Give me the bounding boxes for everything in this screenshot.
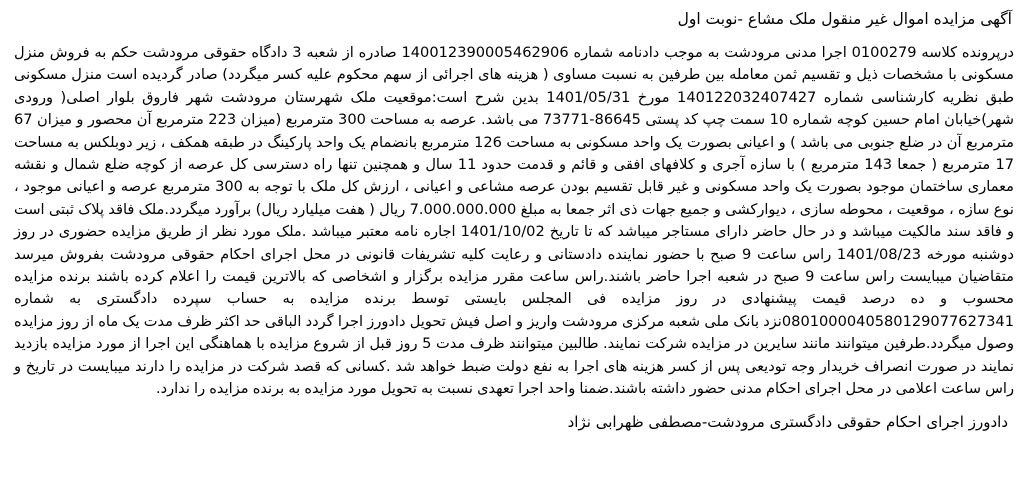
notice-signature: دادورز اجرای احکام حقوقی دادگستری مرودشت-مصطفی ظهرابی نژاد <box>567 412 1008 431</box>
notice-title: آگهی مزایده اموال غیر منقول ملک مشاع -نوبت اول <box>677 10 1012 28</box>
notice-body: درپرونده کلاسه 0100279 اجرا مدنی مرودشت به موجب دادنامه شماره 140012390005462906 صادره از شعبه 3 دادگاه حقوقی مرودشت حکم به فروش منزل مسکونی با مشخصات ذیل و تقسیم ثمن معامله بین طرفین به نسبت مساوی ( هزینه های اجرائی از سهم محکوم علیه کسر میگردد) صادر گردیده است منزل مسکونی طبق نظریه کارشناسی شماره 140122032407427 مورخ 1401/05/31 بدین شرح است:موقعیت ملک شهرستان مرودشت شهر فاروق بلوار اصلی( ورودی شهر)خیابان امام حسین کوچه شماره 10 سمت چپ کد پستی 86645-73771 می باشد. عرصه به مساحت 300 مترمربع (میزان 223 مترمربع آن محصور و میزان 67 مترمربع آن در ضلع جنوبی می باشد ) و اعیانی بصورت یک واحد مسکونی به مساحت 126 مترمربع بانضمام یک واحد پارکینگ در طبقه همکف ، زیر دوبلکس به مساحت 17 مترمربع ( جمعا 143 مترمربع ) با سازه آجری و کلافهای افقی و قائم و قدمت حدود 11 سال و همچنین تنها راه دسترسی کل عرصه از کوچه ضلع شمال و نقشه معماری ساختمان موجود بصورت یک واحد مسکونی و غیر قابل تقسیم بودن عرصه مشاعی و اعیانی ، ارزش کل ملک با توجه به 300 مترمربع عرصه و اعیانی موجود ، نوع سازه ، موقعیت ، محوطه سازی ، دیوارکشی و جمیع جهات ذی اثر جمعا به مبلغ 7.000.000.000 ریال ( هفت میلیارد ریال) برآورد میگردد.ملک فاقد پلاک ثبتی است و فاقد سند مالکیت میباشد و در حال حاضر دارای مستاجر میباشد که تا تاریخ 1401/10/02 اجاره نامه معتبر میباشد .ملک مورد نظر از طریق مزایده حضوری در روز دوشنبه مورخه 1401/08/23 راس ساعت 9 صبح با حضور نماینده دادستانی و رعایت کلیه تشریفات قانونی در محل اجرای احکام حقوقی مرودشت بفروش میرسد متقاضیان میبایست راس ساعت 9 صبح در شعبه اجرا حاضر باشند.راس ساعت مقرر مزایده برگزار و اشخاصی که بالاترین قیمت را اعلام کرده باشند برنده مزایده محسوب و ده درصد قیمت پیشنهادی در روز مزایده فی المجلس بایستی توسط برنده مزایده به حساب سپرده دادگستری به شماره 0801000040580129077627341نزد بانک ملی شعبه مرکزی مرودشت واریز و اصل فیش تحویل دادورز اجرا گردد الباقی حد اکثر ظرف مدت یک ماه از روز مزایده وصول میگردد.طرفین میتوانند مانند سایرین در مزایده شرکت نمایند. طالبین میتوانند ظرف مدت 5 روز قبل از شروع مزایده با هماهنگی این اجرا از مورد مزایده بازدید نمایند در صورت انصراف خریدار وجه تودیعی پس از کسر هزینه های اجرا به نفع دولت ضبط خواهد شد .کسانی که قصد شرکت در مزایده را دارند میبایست در تاریخ و راس ساعت اعلامی در محل اجرای احکام مدنی حضور داشته باشند.ضمنا واحد اجرا تعهدی نسبت به تحویل مورد مزایده به برنده مزایده را ندارد. <box>14 44 1015 398</box>
